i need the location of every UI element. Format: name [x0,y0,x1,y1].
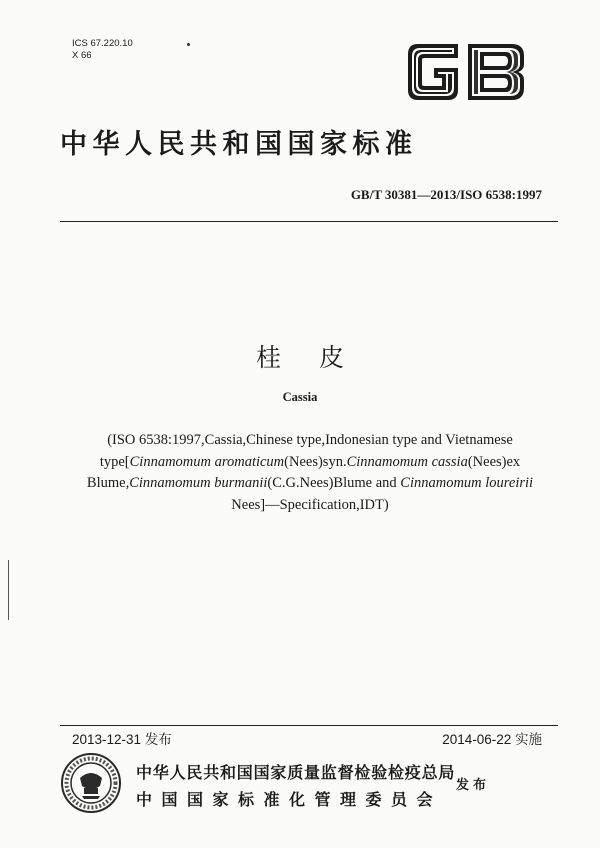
standard-title: 中华人民共和国国家标准 [60,129,418,160]
product-name-english: Cassia [282,390,318,404]
aqsiq-seal-icon [60,752,122,814]
ccs-code: X 66 [72,50,92,61]
gb-logo-g [408,44,458,100]
ics-code: ICS 67.220.10 [72,38,133,49]
description-line-2: type[Cinnamomum aromaticum(Nees)syn.Cinnamomum cassia(Nees)ex [99,453,521,470]
publish-date: 2013-12-31 发布 [72,732,172,747]
gb-logo-b [468,44,524,100]
description-line-4: Nees]—Specification,IDT) [231,496,389,513]
description-line-3: Blume,Cinnamomum burmanii(C.G.Nees)Blume and Cinnamomum loureirii [86,475,534,491]
standard-description [72,430,548,516]
implementation-date: 2014-06-22 实施 [442,732,542,747]
footer-divider [60,725,558,726]
classification-block [72,38,133,62]
standard-number: GB/T 30381—2013/ISO 6538:1997 [350,187,542,202]
issuer-aqsiq: 中华人民共和国国家质量监督检验检疫总局 [136,763,456,782]
header-divider [60,221,558,222]
scan-artifact-dot [187,43,190,46]
publish-label: 发布 [456,778,491,793]
scan-artifact-line [8,560,9,620]
issuing-organizations [136,760,455,810]
gb-logo [400,40,532,104]
product-name-chinese: 桂皮 [255,343,382,372]
issuer-sac: 中国国家标准化管理委员会 [136,790,443,809]
description-line-1: (ISO 6538:1997,Cassia,Chinese type,Indonesian type and Vietnamese [107,432,513,448]
